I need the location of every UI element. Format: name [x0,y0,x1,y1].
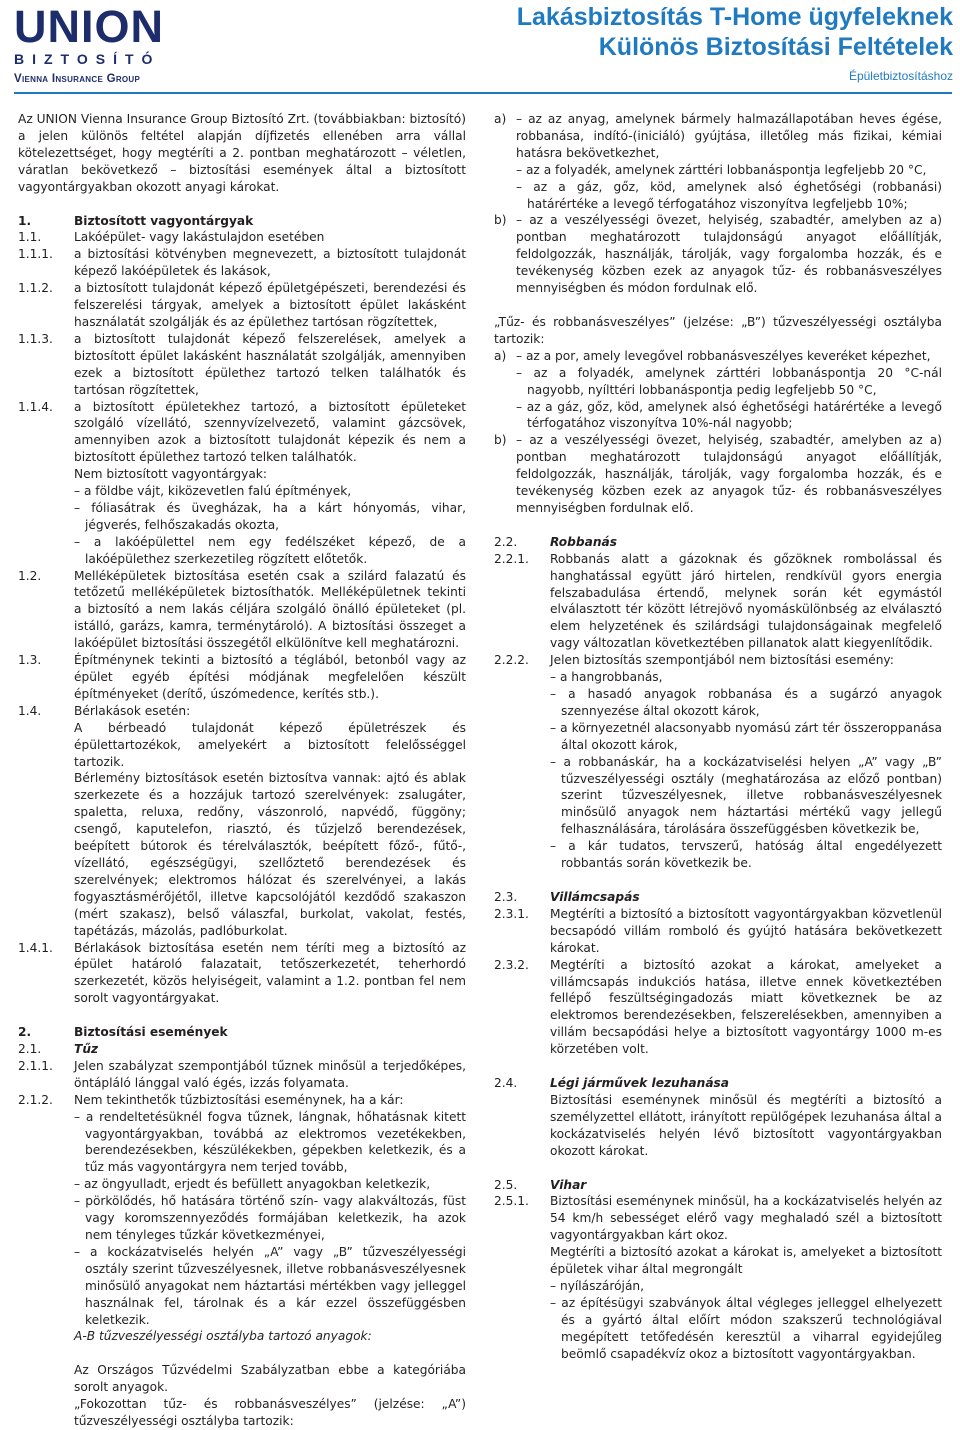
section-2-5-1 [494,1193,942,1244]
left-column [18,111,466,1430]
list-item: – fóliasátrak és üvegházak, ha a kárt hónyomás, vihar, jégverés, felhőszakadás okozta, [74,500,466,532]
section-text: a biztosított épületekhez tartozó, a biztosított épületeket szolgáló vízellátó, szennyvízelvezető, valamint gázcsövek, amennyiben azok a biztosított tulajdonát képezik és nem a biztosított épülethez tartozó telken találhatók. [74,399,466,465]
list-item: – a földbe vájt, kiközevetlen falú építmények, [74,484,352,499]
list-item-a [494,348,942,365]
item-label: a) [494,348,507,363]
section-1-2 [18,568,466,653]
list-item: – az öngyulladt, erjedt és befüllett anyagokban keletkezik, [74,1177,431,1192]
list-item: – nyílászáróján, [550,1279,645,1293]
item-label: b) [494,433,507,448]
section-text: a biztosított tulajdonát képező felszerelések, amelyek a biztosított épület lakásként használatát szolgálják, amennyiben ezek a biztosított épülethez tartozó telken találhatók és tartósan rögzítettek, [74,331,466,397]
list-item: – a robbanáskár, ha a kockázatviselési helyen „A” vagy „B” tűzveszélyességi osztály (meghatározása az előző pontban) szerint tűzveszélyesnek, illetve robbanásveszélyesnek minősülő anyagok nem háztartási mértékű vagy jellegű felhasználására, tárolására összefüggésben következik be, [550,754,942,837]
section-1-1-1 [18,246,466,280]
section-title: Biztosított vagyontárgyak [74,213,254,228]
class-b-intro: „Tűz- és robbanásveszélyes” (jelzése: „B”) tűzveszélyességi osztályba tartozik: [494,314,942,346]
section-text: Robbanás alatt a gázoknak és gőzöknek rombolással és hanghatással együtt járó hirtelen, rendkívül gyors energia felszabadulása értendő, melynek során két egymástól elválasztott tér között létrejövő nyomáskülönbség az elválasztó elem helyzetének és szilárdsági tulajdonságainak megfelelő vagy változatlan következtében pillanatok alatt kiegyenlítődik. [550,551,942,651]
item-label: b) [494,213,507,228]
section-2-heading [18,1024,466,1041]
section-1-4-1 [18,940,466,1008]
union-logo [14,1,184,86]
list-item: – a kockázatviselés helyén „A” vagy „B” tűzveszélyességi osztály szerint tűzveszélyesnek, illetve robbanásveszélyesnek minősülő anyagokat nem háztartási mértékben vagy jelleggel használnak fel, tárolnak és a kár ezzel összefüggésben keletkezik. [74,1244,466,1327]
intro-paragraph: Az UNION Vienna Insurance Group Biztosító Zrt. (továbbiakban: biztosító) a jelen különös feltétel alapján díjfizetés ellenében arra vállal kötelezettséget, hogy megtéríti a 2. pontban meghatározott – véletlen, váratlan bekövetkező – biztosítási események által a biztosított vagyontárgyakban okozott anyagi károkat. [18,112,466,194]
section-text: Jelen biztosítás szempontjából nem biztosítási esemény: [550,653,894,668]
document-subtitle: Épületbiztosításhoz [848,69,953,83]
section-text: Bérlakások biztosítása esetén nem téríti meg a biztosító az épület határoló falazatait, tetőszerkezetét, teherhordó szerkezetét, közös helyiségeit, valamint a 1.2. pontban fel nem sorolt vagyontárgyakat. [74,940,466,1006]
section-text: Lakóépület- vagy lakástulajdon esetében [74,230,325,245]
section-2-3 [494,889,942,906]
section-number: 1.1. [18,230,42,245]
item-text: – az a veszélyességi övezet, helyiség, szabadtér, amelyben az a) pontban meghatározott tulajdonságú anyagot előállítják, feldolgozzák, használják, tárolják, vagy forgalomba hozzák, és e tevékenység közben ezek az anyagok tűz- és robbanásveszélyes mennyiségben és módon fordulnak elő. [516,213,942,296]
section-number: 2. [18,1025,32,1040]
section-2-5 [494,1177,942,1194]
section-number: 2.4. [494,1076,518,1091]
section-text: Megtéríti a biztosító a biztosított vagyontárgyakban közvetlenül becsapódó villám romboló és gyújtó hatására bekövetkezett károkat. [550,906,942,955]
section-number: 2.3.1. [494,906,529,921]
section-text: Építménynek tekinti a biztosító a téglából, betonból vagy az épület egyéb építési módjának megfelelően készült építményeket (derítő, úszómedence, kerítés stb.). [74,653,466,701]
section-text: Megtéríti a biztosító azokat a károkat, amelyeket a villámcsapás indukciós hatása, illetve ennek következtében fellépő feszültségingadozás miatt következnek be az elektromos berendezésekben, felszerelésekben, amennyiben a villám becsapódási helye a biztosított vagyontárgy 1000 m-es körzetében volt. [550,957,942,1057]
list-item: – pörkölődés, hő hatására történő szín- vagy alakváltozás, füst vagy koromszennyeződés formájában keletkezik, ha azok nem tényleges tűzkár következményei, [74,1194,466,1242]
section-number: 1.1.4. [18,399,53,414]
section-1-4 [18,703,466,720]
section-title: Robbanás [550,534,617,549]
section-number: 1.4. [18,703,42,718]
section-text: Biztosítási eseménynek minősül, ha a kockázatviselés helyén az 54 km/h sebességet elérő vagy meghaladó szél a biztosított vagyontárgyakban kárt okoz. [550,1194,942,1243]
section-number: 2.2.1. [494,551,529,566]
section-number: 2.1.2. [18,1092,53,1107]
section-text: Nem tekinthetők tűzbiztosítási eseménynek, ha a kár: [74,1092,404,1107]
document-title-line2: Különös Biztosítási Feltételek [598,33,953,61]
section-number: 2.1.1. [18,1058,53,1073]
list-item: – a rendeltetésüknél fogva tűznek, lángnak, hőhatásnak kitett vagyontárgyakban, továbbá az elektromos vezetékekben, berendezésekben, készülékekben, gépekben keletkezik, és a tűz más vagyontárgyra nem terjed tovább, [74,1109,466,1175]
list-item-b [494,212,942,297]
section-2-2 [494,534,942,551]
list-item: – a lakóépülettel nem egy fedélszéket képező, de a lakóépülethez szerkezetileg rögzített előtetők. [74,534,466,566]
paragraph: Biztosítási eseménynek minősül és megtéríti a biztosító a személyzettel ellátott, irányított repülőgépek lezuhanása által a kockázatviselés helyén lévő biztosított vagyontárgyakban okozott károkat. [550,1092,942,1158]
document-header [517,2,953,84]
logo-main-text: UNION [14,1,164,52]
list-item: – az a gáz, gőz, köd, amelynek alsó éghetőségi határértéke a levegő térfogatához viszonyítva 10%-nál nagyobb; [516,399,942,431]
right-column [494,111,942,1363]
list-item: – az a folyadék, amelynek zárttéri lobbanáspontja legfeljebb 20 °C, [516,162,927,177]
list-item: – a kár tudatos, tervszerű, hatóság által engedélyezett robbantás során következik be. [550,839,942,871]
paragraph: Bérlemény biztosítások esetén biztosítva vannak: ajtó és ablak szerkezete és a hozzájuk tartozó szerelvények: zsalugáter, spaletta, reluxa, redőny, vászonroló, napvédő, függöny; csengő, kaputelefon, riasztó, és tűzjelző berendezések, beépített bútorok és térelválasztók, beépített főző-, fűtő-, vízellátó, egészségügyi, szellőztető berendezések és szerelvények; elektromos hálózat és szerelvényei, a lakás fogyasztásmérőjétől, illetve kapcsolójától kezdődő szakaszon (mért szakasz), belső válaszfal, burkolat, vakolat, festés, tapétázás, mázolás, padlóburkolat. [74,771,466,938]
logo-sub-text: BIZTOSÍTÓ [14,51,161,67]
section-text: Bérlakások esetén: [74,703,191,718]
section-number: 2.2.2. [494,653,529,668]
section-1-1 [18,229,466,246]
item-text: – az az anyag, amelynek bármely halmazállapotában heves égése, robbanása, indító-(iniciáló) gyújtása, illetőleg más fizikai, kémiai hatásra bekövetkezhet, [516,112,942,160]
section-number: 1.3. [18,653,42,668]
section-title: Tűz [74,1042,99,1057]
section-number: 1.2. [18,568,42,583]
section-2-1 [18,1041,466,1058]
list-item: – az a gáz, gőz, köd, amelynek alsó éghetőségi (robbanási) határértéke a levegő térfogatához viszonyítva legfeljebb 10%; [516,179,942,211]
section-1-1-4 [18,399,466,467]
section-number: 1.1.1. [18,247,53,262]
list-item: – a hasadó anyagok robbanása és a sugárzó anyagok szennyezése által okozott károk, [550,687,942,718]
section-2-2-1 [494,551,942,652]
item-text: – az a veszélyességi övezet, helyiség, szabadtér, amelyben az a) pontban meghatározott tulajdonságú anyagot előállítják, feldolgozzák, használják, tárolják, vagy forgalomba hozzák, és e tevékenység közben ezek az anyagok tűz- és robbanásveszélyes mennyiségben fordulnak elő. [516,433,942,515]
list-item: – a környezetnél alacsonyabb nyomású zárt tér összeroppanása által okozott károk, [550,720,942,752]
section-number: 2.1. [18,1042,42,1057]
list-item: – a hangrobbanás, [550,670,663,685]
section-title: Légi járművek lezuhanása [550,1076,730,1091]
section-title: Vihar [550,1177,587,1192]
section-number: 2.3. [494,889,518,904]
not-insured-heading: Nem biztosított vagyontárgyak: [74,467,267,482]
section-2-2-2 [494,652,942,669]
section-number: 2.3.2. [494,957,529,972]
document-title-line1: Lakásbiztosítás T-Home ügyfeleknek [516,3,953,31]
header-divider [14,92,952,94]
list-item-b [494,432,942,517]
list-item: – az a folyadék, amelynek zárttéri lobbanáspontja 20 °C-nál nagyobb, nyílttéri lobbanáspontja pedig legfeljebb 50 °C, [516,365,942,397]
section-1-heading [18,213,466,230]
section-2-3-2 [494,957,942,1058]
section-number: 1. [18,213,32,228]
section-2-1-2 [18,1092,466,1109]
section-title: Villámcsapás [550,889,640,904]
section-1-3 [18,652,466,703]
paragraph: Az Országos Tűzvédelmi Szabályzatban ebbe a kategóriába sorolt anyagok. [74,1363,466,1395]
section-number: 1.4.1. [18,940,53,955]
section-text: Jelen szabályzat szempontjából tűznek minősül a terjedőképes, öntápláló lánggal való égés, izzás folyamata. [74,1058,466,1090]
section-text: Melléképületek biztosítása esetén csak a szilárd falazatú és tetőzetű melléképületek biztosíthatók. Melléképületnek tekinti a biztosító a nem lakás céljára szolgáló önálló épületeket (pl. istálló, garázs, kamra, terménytároló). A biztosítási összeget a lakóépület biztosítási összegétől elkülönítve kell meghatározni. [74,568,466,651]
section-2-3-1 [494,906,942,957]
section-2-1-1 [18,1058,466,1092]
section-number: 2.5.1. [494,1194,529,1209]
section-1-1-2 [18,280,466,331]
section-title: Biztosítási események [74,1025,228,1040]
paragraph: „Fokozottan tűz- és robbanásveszélyes” (jelzése: „A”) tűzveszélyességi osztályba tartozik: [74,1397,466,1429]
class-ab-heading: A-B tűzveszélyességi osztályba tartozó anyagok: [74,1329,372,1344]
section-1-1-3 [18,331,466,399]
section-text: a biztosított tulajdonát képező épületgépészeti, berendezési és felszerelési tárgyak, amelyek a biztosított épület lakásként használatát szolgálják és az épülethez tartósan rögzítettek, [74,281,466,329]
section-number: 2.2. [494,534,518,549]
item-label: a) [494,112,507,126]
section-text: a biztosítási kötvényben megnevezett, a biztosított tulajdonát képező lakóépületek és lakások, [74,247,466,279]
item-text: – az a por, amely levegővel robbanásveszélyes keveréket képezhet, [516,348,931,363]
section-number: 1.1.3. [18,331,53,346]
section-number: 1.1.2. [18,281,53,296]
section-number: 2.5. [494,1177,518,1192]
section-2-4 [494,1075,942,1092]
logo-group-text: Vienna Insurance Group [14,73,141,85]
list-item-a [494,111,942,162]
paragraph: Megtéríti a biztosító azokat a károkat is, amelyeket a biztosított épületek vihar által megrongált [550,1245,942,1277]
paragraph: A bérbeadó tulajdonát képező épületrészek és épülettartozékok, amelyekért a biztosított felelősséggel tartozik. [74,720,466,769]
list-item: – az építésügyi szabványok által végleges jelleggel elhelyezett és a gyártó által előírt módon szakszerű technológiával megépített tetőfedésén keresztül a viharral egyidejűleg beömlő csapadékvíz okoz a biztosított vagyontárgyakban. [550,1295,942,1361]
